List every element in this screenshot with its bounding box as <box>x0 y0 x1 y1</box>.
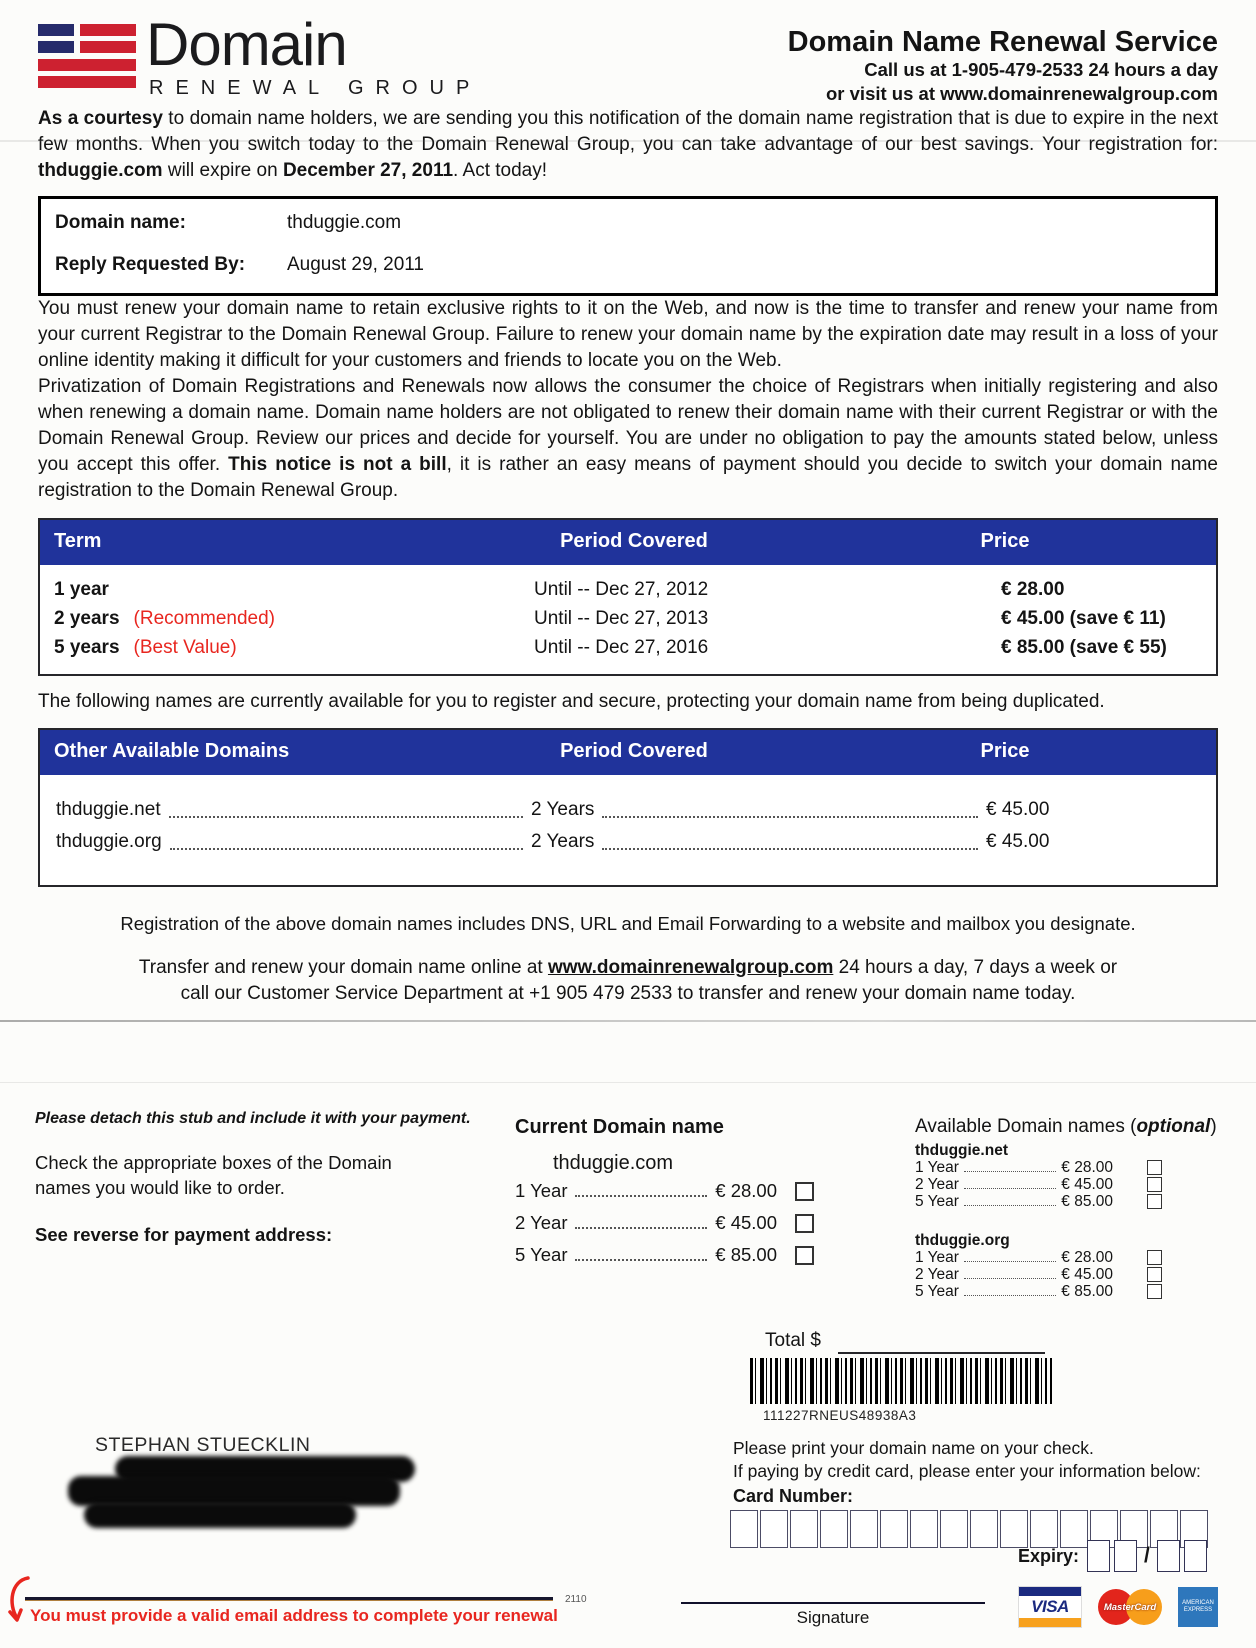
option-price: € 85.00 <box>1061 1283 1113 1300</box>
price-cell: € 45.00 <box>986 799 1050 820</box>
visa-logo: VISA <box>1018 1586 1082 1628</box>
expiry-box[interactable] <box>1184 1540 1207 1572</box>
domains-table <box>38 728 1218 887</box>
current-domain-heading: Current Domain name <box>515 1116 724 1138</box>
order-checkbox[interactable] <box>1147 1194 1162 1209</box>
card-digit-box[interactable] <box>790 1510 818 1548</box>
expiry-label: Expiry: <box>1018 1545 1080 1566</box>
transfer-segment: call our Customer Service Department at +1 905 479 2533 to transfer and renew your domain name today. <box>180 983 1076 1004</box>
dotted-leader <box>575 1194 707 1197</box>
order-checkbox[interactable] <box>795 1182 814 1201</box>
intro-segment: . Act today! <box>453 160 548 181</box>
order-option-row <box>515 1212 814 1234</box>
scan-crease <box>0 1020 1256 1022</box>
red-arrow-icon <box>6 1572 32 1635</box>
price-cell: € 45.00 <box>986 831 1050 852</box>
option-label: 2 Year <box>915 1266 959 1283</box>
domain-name: thduggie.net <box>56 799 161 820</box>
detach-note: Please detach this stub and include it with your payment. <box>35 1110 471 1127</box>
order-option-row <box>515 1244 814 1266</box>
card-digit-box[interactable] <box>820 1510 848 1548</box>
summary-row <box>55 211 1201 235</box>
renewal-table <box>38 518 1218 676</box>
domain-summary-box <box>38 196 1218 296</box>
expiry-row <box>1018 1540 1207 1572</box>
period-cell: 2 Years <box>531 831 595 852</box>
option-price: € 28.00 <box>715 1180 777 1201</box>
option-label: 5 Year <box>915 1193 959 1210</box>
header-price: Price <box>980 740 1030 762</box>
intro-domain: thduggie.com <box>38 160 163 181</box>
form-code: 2110 <box>565 1594 587 1605</box>
card-logos <box>1018 1586 1218 1628</box>
total-label: Total $ <box>765 1330 821 1351</box>
order-option-row <box>915 1159 1162 1176</box>
available-domain-name: thduggie.org <box>915 1232 1010 1249</box>
dotted-leader <box>169 815 523 818</box>
reply-requested-label: Reply Requested By: <box>55 254 246 275</box>
option-label: 2 Year <box>915 1176 959 1193</box>
transfer-note <box>38 955 1218 1007</box>
signature-label: Signature <box>796 1608 870 1627</box>
dotted-leader <box>964 1294 1056 1296</box>
order-checkbox[interactable] <box>1147 1160 1162 1175</box>
expiry-separator: / <box>1144 1544 1150 1567</box>
service-phone-line: Call us at 1-905-479-2533 24 hours a day <box>864 59 1218 80</box>
dotted-leader <box>964 1260 1056 1262</box>
period-cell: 2 Years <box>531 799 595 820</box>
option-label: 5 Year <box>515 1244 568 1265</box>
header-period: Period Covered <box>560 740 708 762</box>
term-note: (Best Value) <box>133 637 237 658</box>
mastercard-logo: MasterCard <box>1098 1586 1162 1628</box>
intro-paragraph <box>38 106 1218 184</box>
dotted-leader <box>602 815 978 818</box>
available-domain-name: thduggie.net <box>915 1142 1008 1159</box>
domain-row <box>40 827 1216 857</box>
service-title: Domain Name Renewal Service <box>787 26 1218 58</box>
option-label: 1 Year <box>915 1249 959 1266</box>
order-option-row <box>915 1176 1162 1193</box>
card-digit-box[interactable] <box>970 1510 998 1548</box>
signature-line[interactable] <box>681 1578 985 1604</box>
domain-name-label: Domain name: <box>55 212 186 233</box>
brand-wordmark: Domain <box>146 11 347 78</box>
registration-note: Registration of the above domain names includes DNS, URL and Email Forwarding to a website and mailbox you designate. <box>120 913 1136 934</box>
privatization-segment: Privatization of Domain Registrations and Renewals now allows the consumer the choice of Registrars when initially registering and also when renewing a domain name. Domain name holders are not obligated to renew their domain name with their current Registrar or with the Domain Renewal Group. Review our prices and decide for yourself. You are under no obligation to pay the amounts stated below, unless you accept this offer. <box>38 376 1218 475</box>
order-option-row <box>915 1193 1162 1210</box>
barcode <box>750 1358 1052 1404</box>
payment-stub <box>0 1078 1256 1648</box>
expiry-box[interactable] <box>1114 1540 1137 1572</box>
not-a-bill-bold: This notice is not a bill <box>228 454 447 475</box>
card-digit-box[interactable] <box>880 1510 908 1548</box>
header-other-domains: Other Available Domains <box>54 740 290 762</box>
brand-subtitle: RENEWAL GROUP <box>149 77 482 99</box>
service-web-line: or visit us at www.domainrenewalgroup.com <box>826 83 1218 104</box>
dotted-leader <box>575 1258 707 1261</box>
privatization-paragraph <box>38 374 1218 504</box>
intro-expiry-date: December 27, 2011 <box>282 160 454 181</box>
dotted-leader <box>964 1204 1056 1206</box>
domainrenewalgroup-link[interactable]: www.domainrenewalgroup.com <box>547 957 834 978</box>
term-cell: 1 year <box>54 579 109 600</box>
flag-icon <box>38 24 136 88</box>
card-digit-box[interactable] <box>850 1510 878 1548</box>
brand-logo <box>38 11 482 100</box>
renewal-row <box>40 633 1216 662</box>
card-digit-box[interactable] <box>760 1510 788 1548</box>
domain-name-value: thduggie.com <box>287 212 402 233</box>
option-price: € 85.00 <box>1061 1193 1113 1210</box>
term-cell: 2 years <box>54 608 120 629</box>
option-price: € 28.00 <box>1061 1159 1113 1176</box>
option-price: € 28.00 <box>1061 1249 1113 1266</box>
domains-table-header <box>40 730 1216 775</box>
card-digit-box[interactable] <box>940 1510 968 1548</box>
optional-emphasis: optional <box>1136 1116 1211 1137</box>
barcode-number: 111227RNEUS48938A3 <box>763 1408 917 1423</box>
order-checkbox[interactable] <box>1147 1267 1162 1282</box>
reverse-note: See reverse for payment address: <box>35 1224 333 1245</box>
dotted-leader <box>964 1277 1056 1279</box>
dotted-leader <box>964 1170 1056 1172</box>
term-cell: 5 years <box>54 637 120 658</box>
card-digit-box[interactable] <box>910 1510 938 1548</box>
dotted-leader <box>170 847 523 850</box>
transfer-segment: Transfer and renew your domain name online at <box>138 957 548 978</box>
card-digit-box[interactable] <box>730 1510 758 1548</box>
domain-name: thduggie.org <box>56 831 162 852</box>
price-cell: € 28.00 <box>1001 579 1065 600</box>
order-option-row <box>915 1249 1162 1266</box>
dotted-leader <box>602 847 978 850</box>
email-warning: You must provide a valid email address to complete your renewal <box>30 1606 558 1625</box>
credit-card-note: If paying by credit card, please enter your information below: <box>733 1461 1201 1481</box>
reply-requested-value: August 29, 2011 <box>287 254 424 275</box>
amex-logo: AMERICAN EXPRESS <box>1178 1587 1218 1627</box>
privatization-segment: , it is rather an easy means of payment should you decide to switch your domain name registration to the Domain Renewal Group. <box>38 454 1218 501</box>
service-header <box>788 16 1218 106</box>
check-instruction: Check the appropriate boxes of the Domain names you would like to order. <box>35 1152 392 1198</box>
order-checkbox[interactable] <box>1147 1250 1162 1265</box>
option-price: € 45.00 <box>715 1212 777 1233</box>
check-note: Please print your domain name on your check. <box>733 1438 1094 1458</box>
option-label: 5 Year <box>915 1283 959 1300</box>
price-cell: € 85.00 (save € 55) <box>1001 637 1167 658</box>
masthead <box>38 11 1218 106</box>
available-domains-heading: Available Domain names (optional) <box>915 1116 1217 1137</box>
option-price: € 45.00 <box>1061 1266 1113 1283</box>
dotted-leader <box>575 1226 707 1229</box>
renew-paragraph: You must renew your domain name to retain exclusive rights to it on the Web, and now is the time to transfer and renew your name from your current Registrar to the Domain Renewal Group. Failure to renew your domain name by the expiration date may result in a loss of your online identity making it difficult for your customers and friends to locate you on the Web. <box>38 298 1218 371</box>
option-label: 2 Year <box>515 1212 568 1233</box>
order-checkbox[interactable] <box>1147 1284 1162 1299</box>
option-price: € 45.00 <box>1061 1176 1113 1193</box>
header-price: Price <box>980 530 1030 552</box>
intro-bold: As a courtesy <box>38 108 163 129</box>
term-note: (Recommended) <box>133 608 276 629</box>
transfer-segment: 24 hours a day, 7 days a week or <box>833 957 1118 978</box>
summary-row <box>55 253 1201 277</box>
dotted-leader <box>964 1187 1056 1189</box>
order-checkbox[interactable] <box>1147 1177 1162 1192</box>
total-input-line[interactable] <box>838 1328 1045 1354</box>
option-price: € 85.00 <box>715 1244 777 1265</box>
order-option-row <box>915 1283 1162 1300</box>
payee-name: STEPHAN STUECKLIN <box>95 1434 311 1456</box>
period-cell: Until -- Dec 27, 2016 <box>534 637 709 658</box>
renewal-table-header <box>40 520 1216 565</box>
price-cell: € 45.00 (save € 11) <box>1001 608 1166 629</box>
renewal-row <box>40 604 1216 633</box>
period-cell: Until -- Dec 27, 2012 <box>534 579 709 600</box>
card-number-label: Card Number: <box>733 1486 854 1506</box>
available-note: The following names are currently available for you to register and secure, protecting your domain name from being duplicated. <box>38 691 1105 712</box>
renewal-row <box>40 575 1216 604</box>
option-label: 1 Year <box>915 1159 959 1176</box>
expiry-box[interactable] <box>1087 1540 1110 1572</box>
order-checkbox[interactable] <box>795 1214 814 1233</box>
option-label: 1 Year <box>515 1180 568 1201</box>
intro-segment: will expire on <box>162 160 283 181</box>
domain-row <box>40 795 1216 825</box>
period-cell: Until -- Dec 27, 2013 <box>534 608 709 629</box>
intro-segment: to domain name holders, we are sending you this notification of the domain name registration that is due to expire in the next few months. When you switch today to the Domain Renewal Group, you can take advantage of our best savings. Your registration for: <box>38 108 1218 155</box>
expiry-box[interactable] <box>1157 1540 1180 1572</box>
header-term: Term <box>54 530 102 552</box>
order-option-row <box>515 1180 814 1202</box>
current-domain-value: thduggie.com <box>553 1152 674 1174</box>
redaction-block <box>84 1502 356 1528</box>
order-checkbox[interactable] <box>795 1246 814 1265</box>
divider-line <box>25 1597 553 1601</box>
order-option-row <box>915 1266 1162 1283</box>
header-period: Period Covered <box>560 530 708 552</box>
